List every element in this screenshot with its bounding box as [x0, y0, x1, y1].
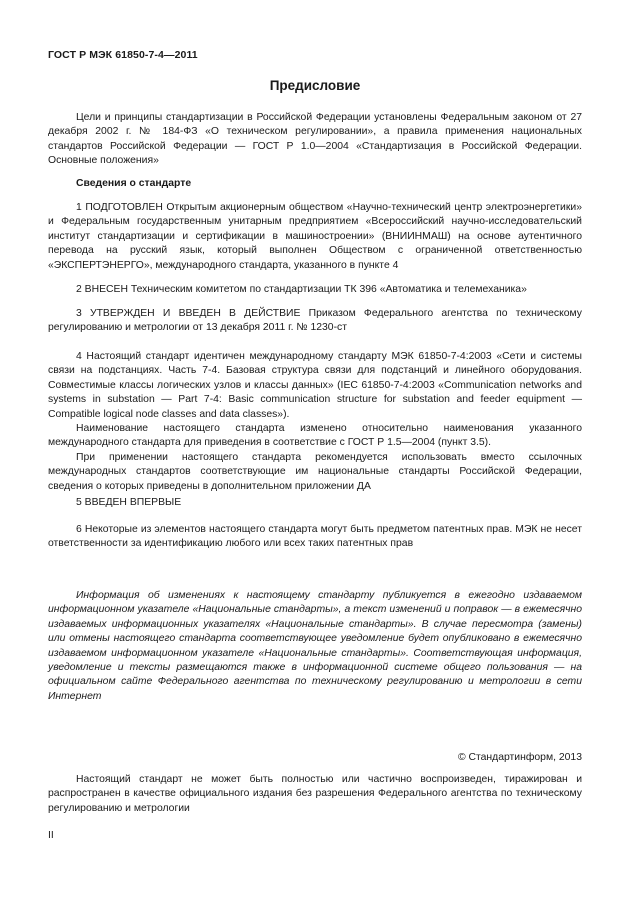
section-heading: Сведения о стандарте — [76, 178, 192, 189]
item-6-paragraph — [48, 523, 582, 552]
item-1-paragraph — [48, 201, 582, 273]
copyright-line: © Стандартинформ, 2013 — [457, 752, 582, 763]
item-5-text: 5 ВВЕДЕН ВПЕРВЫЕ — [76, 497, 182, 508]
reproduction-notice-paragraph — [48, 773, 582, 816]
info-notice-text: Информация об изменениях к настоящему стандарту публикуется в ежегодно издаваемом информационном указателе «Национальные стандарты», а текст изменений и поправок — в ежемесячно издаваемых информационных указателях «Национальные стандарты». В случае пересмотра (замены) или отмены настоящего стандарта соответствующее уведомление будет опубликовано в ежемесячно издаваемом информационном указателе «Национальные стандарты». Соответствующая информация, уведомление и тексты размещаются также в информационной системе общего пользования — на официальном сайте Федерального агентства по техническому регулированию и метрологии в сети Интернет — [48, 590, 582, 702]
standard-code: ГОСТ Р МЭК 61850-7-4—2011 — [48, 49, 198, 61]
item-3-text: 3 УТВЕРЖДЕН И ВВЕДЕН В ДЕЙСТВИЕ Приказом Федерального агентства по техническому регулированию и метрологии от 13 декабря 2011 г. № 1230-ст — [48, 308, 582, 334]
item-4-naming-text: Наименование настоящего стандарта изменено относительно наименования указанного международного стандарта для приведения в соответствие с ГОСТ Р 1.5—2004 (пункт 3.5). — [48, 423, 582, 449]
item-4-text: 4 Настоящий стандарт идентичен международному стандарту МЭК 61850-7-4:2003 «Сети и системы связи на подстанциях. Часть 7-4. Базовая структура связи для подстанций и линейного оборудования. Совместимые классы логических узлов и классы данных» (IEC 61850-7-4:2003 «Communication networks and systems in substation — Part 7-4: Basic communication structure for substation and feeder equipment — Compatible logical node classes and data classes»). — [48, 351, 582, 420]
item-4-paragraph — [48, 350, 582, 494]
item-2-paragraph — [48, 283, 582, 297]
page-number: II — [48, 830, 54, 841]
item-2-text: 2 ВНЕСЕН Техническим комитетом по стандартизации ТК 396 «Автоматика и телемеханика» — [76, 284, 527, 295]
item-3-paragraph — [48, 307, 582, 336]
reproduction-notice-text: Настоящий стандарт не может быть полностью или частично воспроизведен, тиражирован и распространен в качестве официального издания без разрешения Федерального агентства по техническому регулированию и метрологии — [48, 774, 582, 814]
item-1-text: 1 ПОДГОТОВЛЕН Открытым акционерным обществом «Научно-технический центр электроэнергетики» и Федеральным государственным унитарным предприятием «Всероссийский научно-исследовательский институт стандартизации и сертификации в машиностроении» (ВНИИНМАШ) на основе аутентичного перевода на русский язык, который выполнен Обществом с ограниченной ответственностью «ЭКСПЕРТЭНЕРГО», международного стандарта, указанного в пункте 4 — [48, 202, 582, 271]
info-notice-paragraph — [48, 589, 582, 704]
item-5-paragraph — [48, 496, 582, 510]
page-title: Предисловие — [269, 78, 361, 93]
intro-text: Цели и принципы стандартизации в Российской Федерации установлены Федеральным законом от 27 декабря 2002 г. № 184-ФЗ «О техническом регулировании», а правила применения национальных стандартов Российской Федерации — ГОСТ Р 1.0—2004 «Стандартизация в Российской Федерации. Основные положения» — [48, 112, 582, 167]
intro-paragraph — [48, 111, 582, 169]
item-6-text: 6 Некоторые из элементов настоящего стандарта могут быть предметом патентных прав. МЭК не несет ответственности за идентификацию любого или всех таких патентных прав — [48, 524, 582, 550]
item-4-application-text: При применении настоящего стандарта рекомендуется использовать вместо ссылочных международных стандартов соответствующие им национальные стандарты Российской Федерации, сведения о которых приведены в дополнительном приложении ДА — [48, 451, 582, 492]
